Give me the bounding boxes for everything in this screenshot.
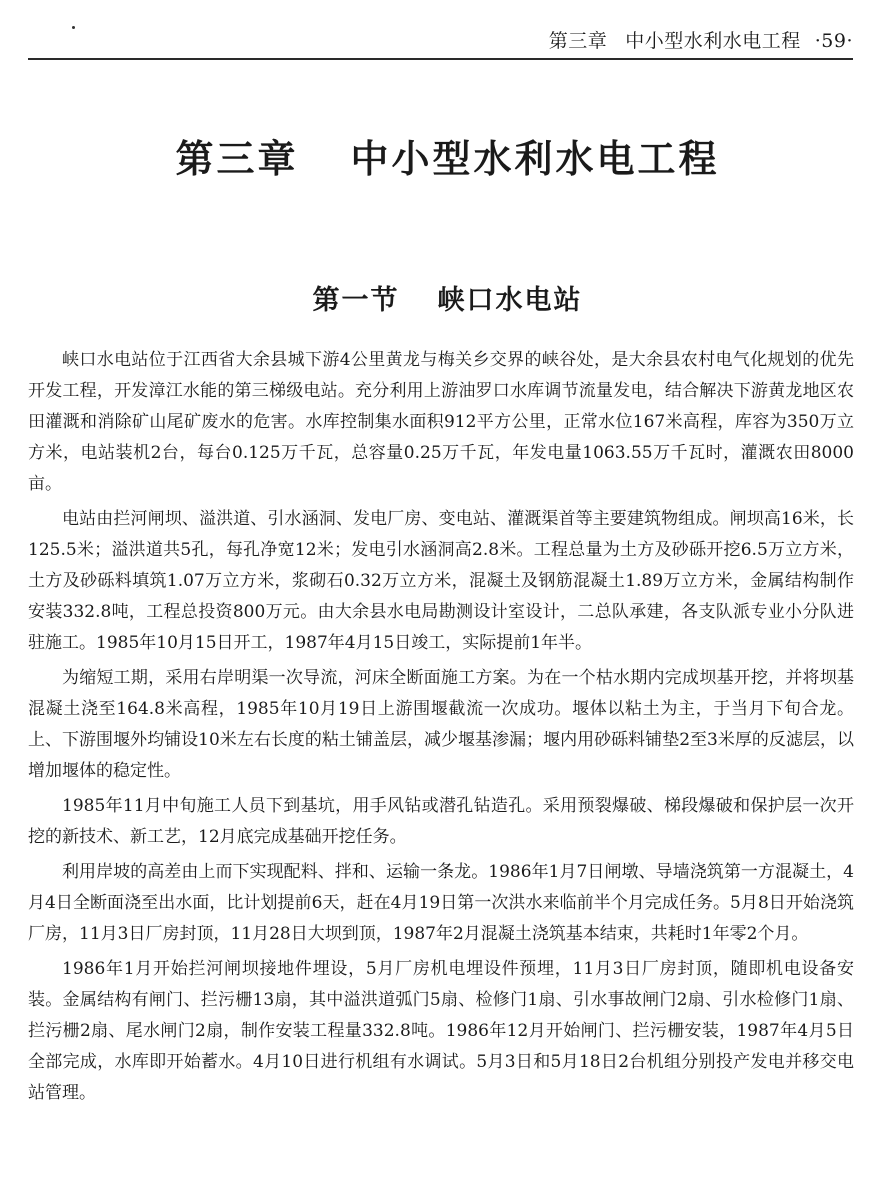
paragraph: 1986年1月开始拦河闸坝接地件埋设，5月厂房机电埋设件预埋，11月3日厂房封顶，随即机电设备安装。金属结构有闸门、拦污栅13扇，其中溢洪道弧门5扇、检修门1扇、引水事故闸门2扇、引水检修门1扇、拦污栅2扇、尾水闸门2扇，制作安装工程量332.8吨。1986年12月开始闸门、拦污栅安装，1987年4月5日全部完成，水库即开始蓄水。4月10日进行机组有水调试。5月3日和5月18日2台机组分别投产发电并移交电站管理。 <box>28 959 854 1103</box>
paragraph: 峡口水电站位于江西省大余县城下游4公里黄龙与梅关乡交界的峡谷处，是大余县农村电气化规划的优先开发工程，开发漳江水能的第三梯级电站。充分利用上游油罗口水库调节流量发电，结合解决下游黄龙地区农田灌溉和消除矿山尾矿废水的危害。水库控制集水面积912平方公里，正常水位167米高程，库容为350万立方米，电站装机2台，每台0.125万千瓦，总容量0.25万千瓦，年发电量1063.55万千瓦时，灌溉农田8000亩。 <box>28 350 854 494</box>
chapter-number: 第三章 <box>175 137 299 181</box>
section-name: 峡口水电站 <box>437 285 583 316</box>
paragraph: 电站由拦河闸坝、溢洪道、引水涵洞、发电厂房、变电站、灌溉渠首等主要建筑物组成。闸坝高16米，长125.5米；溢洪道共5孔，每孔净宽12米；发电引水涵洞高2.8米。工程总量为土方及砂砾开挖6.5万立方米，土方及砂砾料填筑1.07万立方米，浆砌石0.32万立方米，混凝土及钢筋混凝土1.89万立方米，金属结构制作安装332.8吨，工程总投资800万元。由大余县水电局勘测设计室设计，二总队承建，各支队派专业小分队进驻施工。1985年10月15日开工，1987年4月15日竣工，实际提前1年半。 <box>28 509 854 653</box>
chapter-name: 中小型水利水电工程 <box>350 137 720 181</box>
section-title <box>0 278 895 317</box>
paragraph: 利用岸坡的高差由上而下实现配料、拌和、运输一条龙。1986年1月7日闸墩、导墙浇筑第一方混凝土，4月4日全断面浇至出水面，比计划提前6天，赶在4月19日第一次洪水来临前半个月完成任务。5月8日开始浇筑厂房，11月3日厂房封顶，11月28日大坝到顶，1987年2月混凝土浇筑基本结束，共耗时1年零2个月。 <box>28 862 854 944</box>
paragraph: 为缩短工期，采用右岸明渠一次导流，河床全断面施工方案。为在一个枯水期内完成坝基开挖，并将坝基混凝土浇至164.8米高程，1985年10月19日上游围堰截流一次成功。堰体以粘土为主，于当月下旬合龙。上、下游围堰外均铺设10米左右长度的粘土铺盖层，减少堰基渗漏；堰内用砂砾料铺垫2至3米厚的反滤层，以增加堰体的稳定性。 <box>28 668 854 781</box>
running-header-chapter-name: 中小型水利水电工程 <box>625 30 801 52</box>
section-number: 第一节 <box>312 285 400 316</box>
page-mark <box>72 26 75 29</box>
running-header-chapter-label: 第三章 <box>548 30 608 52</box>
body-text <box>28 345 854 1113</box>
running-header <box>549 26 853 53</box>
page-number: ·59· <box>814 30 853 52</box>
paragraph: 1985年11月中旬施工人员下到基坑，用手风钻或潜孔钻造孔。采用预裂爆破、梯段爆破和保护层一次开挖的新技术、新工艺，12月底完成基础开挖任务。 <box>28 796 854 847</box>
chapter-title <box>0 128 895 183</box>
header-rule <box>28 58 853 60</box>
